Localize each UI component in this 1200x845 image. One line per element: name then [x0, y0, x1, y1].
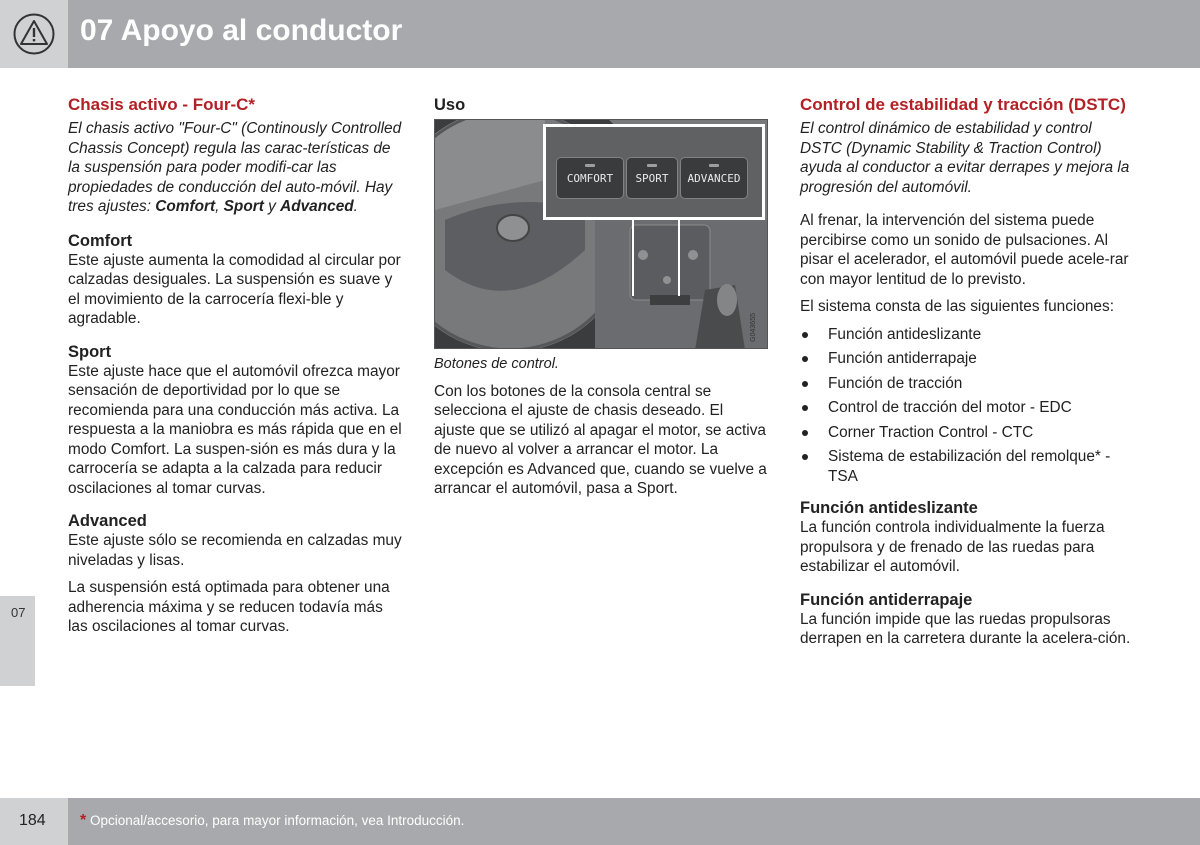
chapter-tab-label: 07 — [11, 605, 26, 620]
sport-block — [68, 342, 402, 499]
advanced-heading: Advanced — [68, 512, 147, 530]
comfort-button[interactable]: COMFORT — [556, 157, 624, 199]
footnote-text: Opcional/accesorio, para mayor información, vea Introducción. — [86, 813, 465, 828]
anti-skid-text: La función impide que las ruedas propulsoras derrapen en la carretera durante la acelera-ción. — [800, 610, 1131, 647]
chapter-title: 07 Apoyo al conductor — [80, 14, 403, 47]
anti-slip-block — [800, 498, 1134, 577]
footnote-star: * — [80, 812, 87, 829]
intro-comfort: Comfort — [155, 198, 216, 215]
uso-body: Con los botones de la consola central se selecciona el ajuste de chasis deseado. El ajuste que se utilizó al apagar el motor, se activa de nuevo al volver a arrancar el motor. La excepción es Advanced que, cuando se vuelve a arrancar el automóvil, pasa a Sport. — [434, 382, 767, 497]
advanced-text-2: La suspensión está optimada para obtener una adherencia máxima y se reducen todavía más las oscilaciones al tomar curvas. — [68, 579, 390, 635]
advanced-block — [68, 511, 402, 570]
anti-skid-heading: Función antiderrapaje — [800, 590, 973, 609]
anti-slip-heading: Función antideslizante — [800, 499, 978, 517]
four-c-intro — [68, 119, 402, 217]
intro-end: . — [353, 198, 358, 215]
uso-heading: Uso — [434, 96, 466, 114]
anti-skid-block — [800, 590, 1134, 649]
list-item: Corner Traction Control - CTC — [800, 423, 1134, 443]
advanced-text: Este ajuste sólo se recomienda en calzadas muy niveladas y lisas. — [68, 532, 402, 569]
column-dstc — [800, 95, 1134, 662]
image-code: G043655 — [749, 313, 757, 342]
page-number: 184 — [19, 812, 46, 829]
list-item: Función antiderrapaje — [800, 349, 1134, 369]
console-photo — [434, 119, 768, 349]
column-four-c — [68, 95, 402, 645]
sport-heading: Sport — [68, 342, 112, 361]
comfort-heading: Comfort — [68, 231, 133, 250]
dstc-paragraph-2: El sistema consta de las siguientes funciones: — [800, 298, 1114, 315]
intro-sport: Sport — [223, 198, 264, 215]
comfort-text: Este ajuste aumenta la comodidad al circular por calzadas desiguales. La suspensión es suave y el movimiento de la carrocería flexi-ble y agradable. — [68, 251, 401, 327]
list-item: Función antideslizante — [800, 325, 1134, 345]
dstc-intro: El control dinámico de estabilidad y control DSTC (Dynamic Stability & Traction Control) ayuda al conductor a evitar derrapes y mejora la progresión del automóvil. — [800, 120, 1130, 196]
column-uso — [434, 95, 768, 507]
section-title-four-c: Chasis activo - Four-C* — [68, 95, 256, 114]
warning-triangle-icon — [13, 13, 55, 55]
header-icon-box — [0, 0, 68, 68]
footnote — [80, 812, 464, 830]
photo-caption: Botones de control. — [434, 356, 559, 372]
control-buttons-inset — [543, 124, 765, 220]
sport-button[interactable]: SPORT — [626, 157, 678, 199]
section-title-dstc: Control de estabilidad y tracción (DSTC) — [800, 95, 1126, 114]
list-item: Control de tracción del motor - EDC — [800, 398, 1134, 418]
dstc-paragraph-1: Al frenar, la intervención del sistema puede percibirse como un sonido de pulsaciones. Al pisar el acelerador, el automóvil puede acele-rar con mayor lentitud de lo previsto. — [800, 212, 1129, 288]
intro-text: El chasis activo "Four-C" (Continously Controlled Chassis Concept) regula las carac-terísticas de la suspensión para poder modifi-car las propiedades de conducción del auto-móvil. Hay tres ajustes: — [68, 120, 402, 215]
intro-sep: y — [263, 198, 281, 215]
intro-sep: , — [215, 198, 224, 215]
chapter-tab — [0, 596, 35, 686]
comfort-block — [68, 231, 402, 329]
page-header — [0, 0, 1200, 68]
dstc-functions-list — [800, 325, 1134, 487]
list-item: Función de tracción — [800, 374, 1134, 394]
intro-advanced: Advanced — [280, 198, 354, 215]
anti-slip-text: La función controla individualmente la fuerza propulsora y de frenado de las ruedas para estabilizar el automóvil. — [800, 519, 1105, 575]
advanced-button[interactable]: ADVANCED — [680, 157, 748, 199]
list-item: Sistema de estabilización del remolque* - TSA — [800, 447, 1134, 486]
sport-text: Este ajuste hace que el automóvil ofrezca mayor sensación de deportividad por lo que se recomienda para una conducción más activa. La respuesta a la maniobra es más rápida que en el modo Comfort. La suspen-sión es más dura y la carrocería se adapta a la calzada para reducir oscilaciones al tomar curvas. — [68, 362, 402, 497]
